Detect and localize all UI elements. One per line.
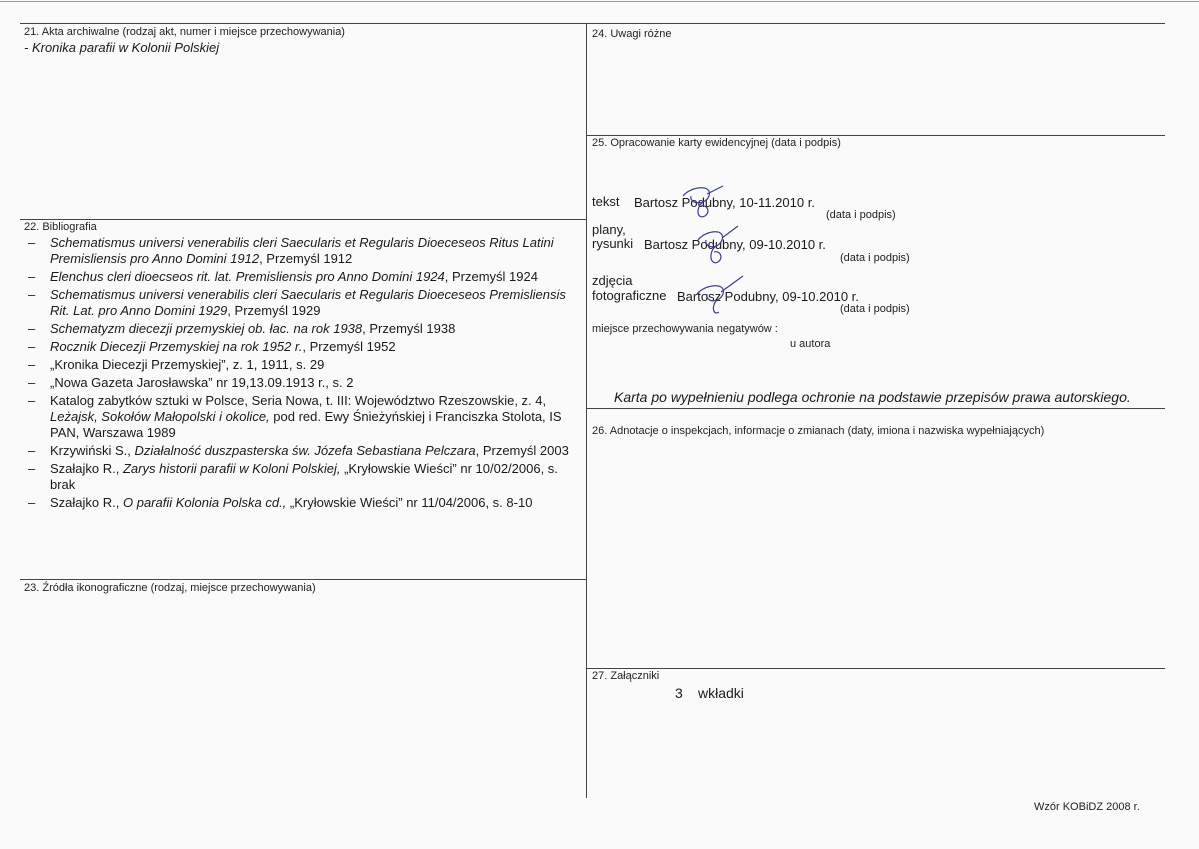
rysunki-data-podpis: (data i podpis) xyxy=(840,252,910,264)
signature-fotograficzne xyxy=(693,274,747,318)
bullet-dash: – xyxy=(28,357,36,372)
section-22-label: 22. Bibliografia xyxy=(24,221,97,233)
form-id: Wzór KOBiDZ 2008 r. xyxy=(1034,801,1140,813)
column-divider xyxy=(586,23,587,798)
bibliography-item xyxy=(24,393,584,441)
bibliography-title: Schematyzm diecezji przemyskiej ob. łac. na rok 1938 xyxy=(50,321,363,336)
bibliography-prefix: Szałajko R., xyxy=(50,495,123,510)
section-24-label: 24. Uwagi różne xyxy=(592,28,672,40)
bibliography-details: „Kryłowskie Wieści” nr 11/04/2006, s. 8-10 xyxy=(286,495,533,510)
bullet-dash: – xyxy=(28,235,36,250)
bullet-dash: – xyxy=(28,375,36,390)
tekst-label: tekst xyxy=(592,194,620,209)
bullet-dash: – xyxy=(28,339,36,354)
bullet-dash: – xyxy=(28,461,36,476)
divider-25-26 xyxy=(586,408,1165,409)
fotograficzne-value: Bartosz Podubny, 09-10.2010 r. xyxy=(677,289,859,304)
bibliography-item xyxy=(24,287,584,319)
bibliography-title: O parafii Kolonia Polska cd., xyxy=(122,495,287,510)
section-25-label: 25. Opracowanie karty ewidencyjnej (data i podpis) xyxy=(592,137,841,149)
bibliography-details: , Przemyśl 1952 xyxy=(302,339,396,354)
bullet-dash: – xyxy=(28,287,36,302)
divider-26-27 xyxy=(586,668,1165,669)
bibliography-item xyxy=(24,269,584,285)
tekst-value: Bartosz Podubny, 10-11.2010 r. xyxy=(634,195,815,210)
fotograficzne-label: fotograficzne xyxy=(592,288,667,303)
bibliography-item xyxy=(24,235,584,267)
signature-tekst xyxy=(677,182,727,226)
plany-label: plany, xyxy=(592,222,626,237)
bibliography-prefix: Krzywiński S., xyxy=(50,443,135,458)
rysunki-value: Bartosz Podubny, 09-10.2010 r. xyxy=(644,237,826,252)
bibliography-details: „Kronika Diecezji Przemyskiej”, z. 1, 1911, s. 29 xyxy=(50,357,325,372)
bibliography-details: „Nowa Gazeta Jarosławska” nr 19,13.09.1913 r., s. 2 xyxy=(50,375,354,390)
bibliography-title: Elenchus cleri dioecseos rit. lat. Premisliensis pro Anno Domini 1924 xyxy=(50,269,445,284)
copyright-notice: Karta po wypełnieniu podlega ochronie na podstawie przepisów prawa autorskiego. xyxy=(614,389,1131,405)
divider-22-23 xyxy=(20,579,586,580)
bibliography-title: Leżajsk, Sokołów Małopolski i okolice, xyxy=(50,409,270,424)
bibliography-item xyxy=(24,495,584,511)
negatywy-label: miejsce przechowywania negatywów : xyxy=(592,323,778,335)
section-21-value: - Kronika parafii w Kolonii Polskiej xyxy=(24,40,220,55)
fotograficzne-data-podpis: (data i podpis) xyxy=(840,303,910,315)
bibliography-details: , Przemyśl 1912 xyxy=(259,251,353,266)
bibliography-title: Zarys historii parafii w Koloni Polskiej, xyxy=(122,461,341,476)
rysunki-label: rysunki xyxy=(592,236,634,251)
bibliography-item xyxy=(24,357,584,373)
attachments-count: 3 xyxy=(675,685,683,701)
bibliography-item xyxy=(24,339,584,355)
bibliography-item xyxy=(24,443,584,459)
section-21-label: 21. Akta archiwalne (rodzaj akt, numer i miejsce przechowywania) xyxy=(24,26,345,38)
bibliography-details: , Przemyśl 2003 xyxy=(475,443,569,458)
bibliography-details: , Przemyśl 1929 xyxy=(227,303,321,318)
bibliography-list xyxy=(24,235,584,513)
bibliography-item xyxy=(24,461,584,493)
top-edge-mark xyxy=(0,1,1199,2)
bullet-dash: – xyxy=(28,393,36,408)
negatywy-value: u autora xyxy=(790,338,831,350)
bibliography-details: „Kryłowskie Wieści” nr 10/02/2006, s. brak xyxy=(50,461,558,492)
divider-24-25 xyxy=(586,135,1165,136)
bibliography-prefix: Szałajko R., xyxy=(50,461,123,476)
bibliography-title: Działalność duszpasterska św. Józefa Sebastiana Pelczara xyxy=(134,443,476,458)
attachments-unit: wkładki xyxy=(698,685,744,701)
bibliography-title: Schematismus universi venerabilis cleri Saecularis et Regularis Dioeceseos Premisliensis Rit. Lat. pro Anno Domini 1929 xyxy=(50,287,566,318)
bibliography-details: , Przemyśl 1924 xyxy=(444,269,538,284)
bullet-dash: – xyxy=(28,269,36,284)
signature-rysunki xyxy=(692,224,742,270)
zdjecia-label: zdjęcia xyxy=(592,273,633,288)
section-26-label: 26. Adnotacje o inspekcjach, informacje o zmianach (daty, imiona i nazwiska wypełniających) xyxy=(592,425,1045,437)
tekst-data-podpis: (data i podpis) xyxy=(826,209,896,221)
section-27-label: 27. Załączniki xyxy=(592,670,660,682)
bibliography-prefix: Katalog zabytków sztuki w Polsce, Seria Nowa, t. III: Województwo Rzeszowskie, z. 4, xyxy=(50,393,547,408)
bibliography-item xyxy=(24,321,584,337)
bullet-dash: – xyxy=(28,321,36,336)
bibliography-title: Schematismus universi venerabilis cleri Saecularis et Regularis Dioeceseos Ritus Latini Premisliensis pro Anno Domini 1912 xyxy=(50,235,554,266)
bibliography-details: , Przemyśl 1938 xyxy=(362,321,456,336)
bullet-dash: – xyxy=(28,495,36,510)
bullet-dash: – xyxy=(28,443,36,458)
divider-21-22 xyxy=(20,219,586,220)
bibliography-title: Rocznik Diecezji Przemyskiej na rok 1952 r. xyxy=(50,339,303,354)
bibliography-details: pod red. Ewy Śnieżyńskiej i Franciszka Stolota, IS PAN, Warszawa 1989 xyxy=(50,409,562,440)
section-23-label: 23. Źródła ikonograficzne (rodzaj, miejsce przechowywania) xyxy=(24,582,316,594)
bibliography-item xyxy=(24,375,584,391)
top-border xyxy=(20,23,1165,24)
